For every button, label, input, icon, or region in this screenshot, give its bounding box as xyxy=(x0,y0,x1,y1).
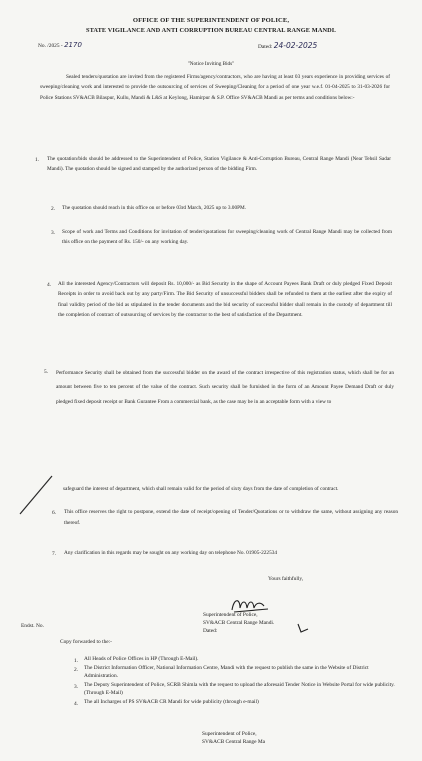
copy-1-text: All Heads of Police Offices in HP (Through E-Mail). xyxy=(84,656,199,662)
signatory-title-2: Superintendent of Police, xyxy=(202,731,257,737)
signatory-title: Superintendent of Police, xyxy=(203,612,258,618)
signature-block-2 xyxy=(202,730,265,746)
signatory-office-2: SV&ACB Central Range Ma xyxy=(202,739,266,745)
copy-3-text: The Deputy Superintendent of Police, SCRB Shimla with the request to upload the aforesaid Tender Notice in Website Portal for wide publicity. (Through E-Mail) xyxy=(84,682,395,696)
copy-1-number: 1. xyxy=(74,658,79,664)
handwritten-date: 24-02-2025 xyxy=(273,41,318,50)
copy-2-number: 2. xyxy=(74,667,79,673)
term-6-text: This office reserves the right to postpone, extend the date of receipt/opening of Tender/Quotations or to withdraw the same, without assigning any reason thereof. xyxy=(64,509,398,526)
endorsement-number: Endst. No. xyxy=(21,623,44,629)
term-2-text: The quotation should reach in this office on or before 03rd March, 2025 up to 3.00PM. xyxy=(62,205,247,211)
term-5-continuation: safeguard the interest of department, which shall remain valid for the period of sixty days from the date of completion of contract. xyxy=(63,486,339,492)
closing-salutation: Yours faithfully, xyxy=(268,576,304,582)
term-5-text: Performance Security shall be obtained from the successful bidder on the award of the contract irrespective of this registration status, which shall be for an amount between five to ten percent of the value of the contract. Such security shall be furnished in the form of an Amount Payee Demand Draft or duly pledged fixed deposit receipt or Bank Gurantee From a commercial bank, as the case may be in an acceptable form with a view to xyxy=(56,370,394,405)
copy-3-number: 3. xyxy=(74,684,79,690)
term-5-number: 5. xyxy=(44,369,49,375)
term-7-text: Any clarification in this regards may be sought on any working day on telephone No. 01905-222534 xyxy=(64,550,278,556)
office-heading-line1: OFFICE OF THE SUPERINTENDENT OF POLICE, xyxy=(132,17,290,24)
copy-forwarded-label: Copy forwarded to the:- xyxy=(60,639,112,645)
term-6-number: 6. xyxy=(52,510,57,516)
copy-4-text: The all Incharges of PS SV&ACB CR Mandi for wide publicity (through e-mail) xyxy=(84,699,259,705)
term-4-number: 4. xyxy=(47,282,52,288)
term-4-text: All the interested Agency/Contractors will deposit Rs. 10,000/- as Bid Security in the shape of Account Payees Bank Draft or duly pledged Fixed Deposit Receipts in order to avoid back out by any party/Firm. The Bid Security of unsuccessful bidders shall be refunded to them at the earliest after the expiry of final validity period of the bid as stipulated in the tender documents and the bid security of successful bidder shall remain in the custody of department till the completion of contract of outsourcing of services by the contractor to the best of satisfaction of the Department. xyxy=(58,281,392,318)
term-3-text: Scope of work and Terms and Conditions for invitation of tender/quotations for sweeping/cleaning work of Central Range Mandi may be collected from this office on the payment of Rs. 150/- on any working day. xyxy=(62,229,392,246)
term-1-text: The quotation/bids should be addressed to the Superintendent of Police, Station Vigilance & Anti-Corruption Bureau, Central Range Mandi (Near Tehsil Sadar Mandi). The quotation should be signed and stamped by the authorized person of the bidding Firm. xyxy=(47,156,391,173)
reference-number: No. /2025 - 2170 xyxy=(38,41,82,49)
signatory-office: SV&ACB Central Range Mandi. xyxy=(203,619,275,626)
copy-2-text: The District Information Officer, National Information Centre, Mandi with the request to publish the same in the Website of District Administration. xyxy=(84,665,369,679)
signature-block-1 xyxy=(203,612,274,635)
office-heading-line2: STATE VIGILANCE AND ANTI CORRUPTION BUREAU CENTRAL RANGE MANDI. xyxy=(86,27,336,34)
term-7-number: 7. xyxy=(52,551,57,557)
handwritten-ref-number: 2170 xyxy=(64,41,82,49)
notice-title: "Notice Inviting Bids" xyxy=(187,61,235,67)
term-2-number: 2. xyxy=(51,206,56,212)
initial-tick-mark xyxy=(296,622,310,634)
term-1-number: 1. xyxy=(35,157,40,163)
dated-field: Dated: 24-02-2025 xyxy=(258,41,318,50)
copy-4-number: 4. xyxy=(74,701,79,707)
intro-paragraph: Sealed tenders/quotation are invited from the registered Firms/agency/contractors, who are having at least 03 years experience in providing services of sweeping/cleaning work and interested to provide the outsourcing of services of Sweeping/Cleaning for a period of one year w.e.f. 01-04-2025 to 31-03-2026 for Police Stations SV&ACB Bilaspur, Kullu, Mandi & L&S at Keylong, Hamirpur & S.P. Office SV&ACB Mandi as per terms and conditions below:- xyxy=(40,74,390,101)
term-3-number: 3. xyxy=(51,230,56,236)
signature-dated: Dated: xyxy=(203,627,218,634)
margin-slash-mark xyxy=(16,474,56,518)
